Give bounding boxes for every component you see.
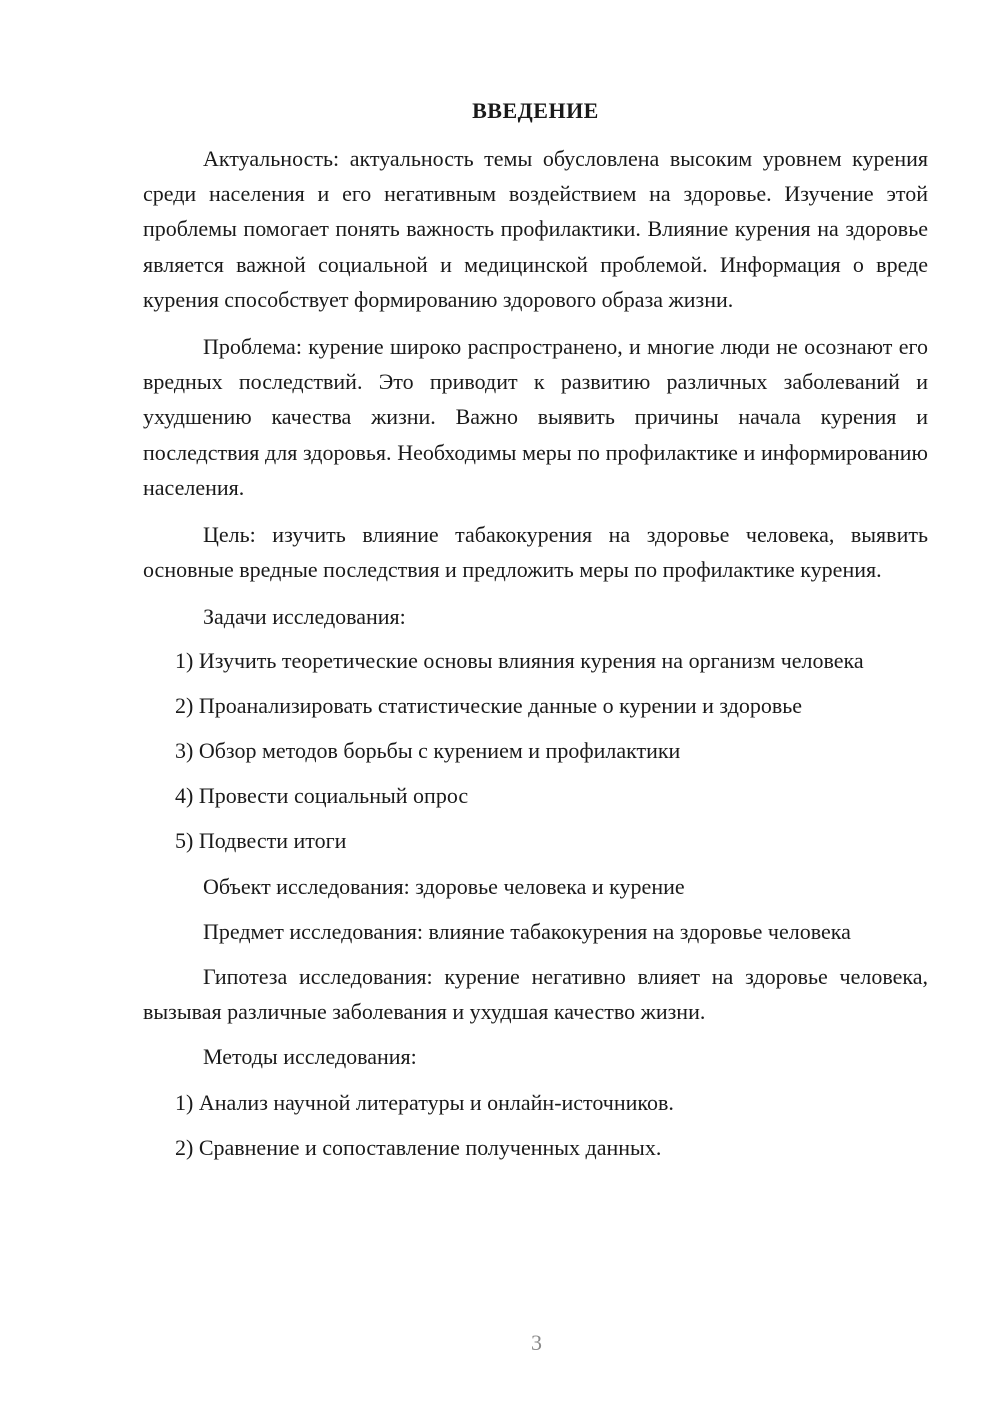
method-item: 1) Анализ научной литературы и онлайн-источников. <box>175 1089 674 1115</box>
goal-paragraph: Цель: изучить влияние табакокурения на здоровье человека, выявить основные вредные последствия и предложить меры по профилактике курения. <box>143 522 928 583</box>
page-content <box>143 93 928 1165</box>
subject-paragraph: Предмет исследования: влияние табакокурения на здоровье человека <box>203 918 851 944</box>
task-item: 1) Изучить теоретические основы влияния курения на организм человека <box>175 647 864 673</box>
task-item: 2) Проанализировать статистические данные о курении и здоровье <box>175 692 803 718</box>
task-item: 5) Подвести итоги <box>175 828 347 854</box>
relevance-paragraph: Актуальность: актуальность темы обусловлена высоким уровнем курения среди населения и его негативным воздействием на здоровье. Изучение этой проблемы помогает понять важность профилактики. Влияние курения на здоровье является важной социальной и медицинской проблемой. Информация о вреде курения способствует формированию здорового образа жизни. <box>143 146 928 312</box>
task-item: 3) Обзор методов борьбы с курением и профилактики <box>175 738 681 764</box>
problem-paragraph: Проблема: курение широко распространено, и многие люди не осознают его вредных последствий. Это приводит к развитию различных заболеваний и ухудшению качества жизни. Важно выявить причины начала курения и последствия для здоровья. Необходимы меры по профилактике и информированию населения. <box>143 334 928 500</box>
task-item: 4) Провести социальный опрос <box>175 783 469 809</box>
tasks-heading: Задачи исследования: <box>203 604 406 630</box>
hypothesis-paragraph: Гипотеза исследования: курение негативно влияет на здоровье человека, вызывая различные заболевания и ухудшая качество жизни. <box>143 964 928 1025</box>
method-item: 2) Сравнение и сопоставление полученных данных. <box>175 1134 662 1160</box>
object-paragraph: Объект исследования: здоровье человека и курение <box>203 873 685 899</box>
page-title: ВВЕДЕНИЕ <box>472 98 599 123</box>
page-number: 3 <box>531 1330 542 1355</box>
methods-heading: Методы исследования: <box>203 1044 417 1070</box>
